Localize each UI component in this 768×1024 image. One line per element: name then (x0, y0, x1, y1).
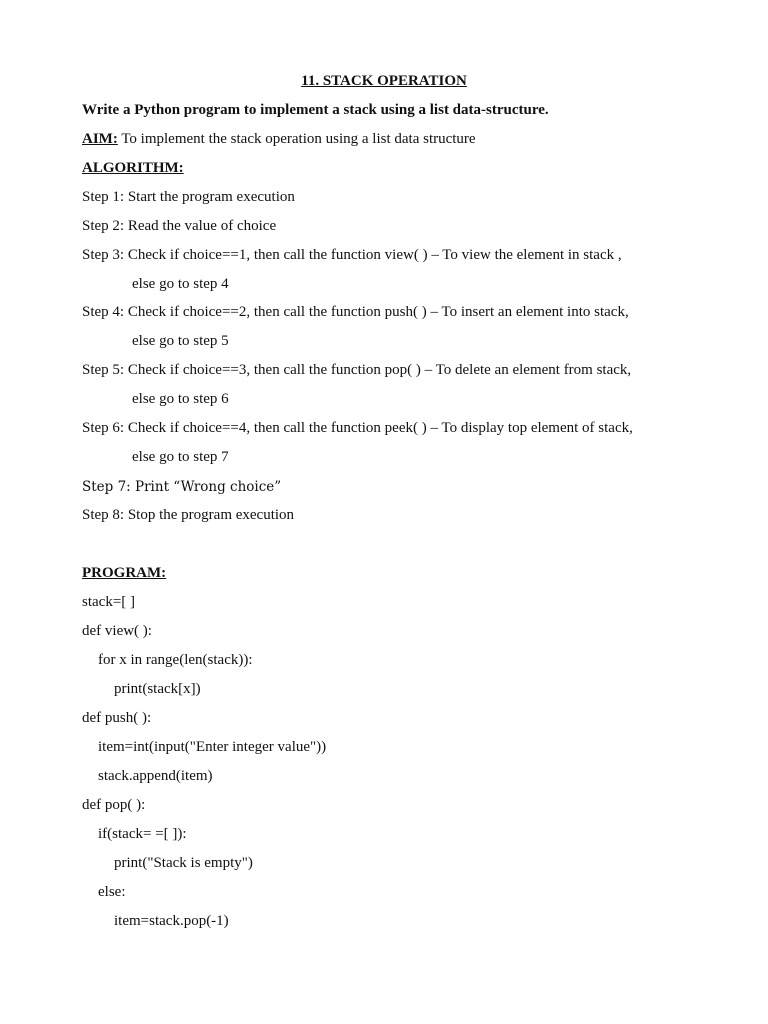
algorithm-step: Step 5: Check if choice==3, then call the function pop( ) – To delete an element from stack, (82, 362, 632, 378)
aim-line (82, 130, 476, 148)
code-line: else: (98, 884, 126, 900)
code-line: if(stack= =[ ]): (98, 826, 187, 842)
aim-text: To implement the stack operation using a list data structure (121, 131, 476, 147)
algorithm-step: Step 7: Print “Wrong choice” (82, 479, 282, 495)
page-title: 11. STACK OPERATION (301, 73, 467, 89)
code-line: item=int(input("Enter integer value")) (98, 739, 327, 755)
algorithm-step-continuation: else go to step 4 (132, 276, 229, 292)
code-line: item=stack.pop(-1) (114, 913, 229, 929)
program-heading: PROGRAM: (82, 565, 167, 581)
algorithm-step: Step 1: Start the program execution (82, 189, 295, 205)
algorithm-step-continuation: else go to step 7 (132, 449, 229, 465)
algorithm-step: Step 6: Check if choice==4, then call the function peek( ) – To display top element of stack, (82, 420, 633, 436)
code-line: print("Stack is empty") (114, 855, 253, 871)
code-line: def view( ): (82, 623, 152, 639)
algorithm-step: Step 4: Check if choice==2, then call the function push( ) – To insert an element into stack, (82, 304, 629, 320)
aim-label: AIM: (82, 131, 118, 147)
code-line: for x in range(len(stack)): (98, 652, 253, 668)
question-text: Write a Python program to implement a stack using a list data-structure. (82, 102, 549, 118)
code-line: print(stack[x]) (114, 681, 201, 697)
algorithm-step-continuation: else go to step 6 (132, 391, 229, 407)
algorithm-step: Step 2: Read the value of choice (82, 218, 277, 234)
code-line: def pop( ): (82, 797, 146, 813)
algorithm-step: Step 8: Stop the program execution (82, 507, 295, 523)
algorithm-heading: ALGORITHM: (82, 160, 184, 176)
code-line: def push( ): (82, 710, 152, 726)
code-line: stack.append(item) (98, 768, 213, 784)
algorithm-step: Step 3: Check if choice==1, then call the function view( ) – To view the element in stack , (82, 247, 622, 263)
algorithm-step-continuation: else go to step 5 (132, 333, 229, 349)
code-line: stack=[ ] (82, 594, 136, 610)
